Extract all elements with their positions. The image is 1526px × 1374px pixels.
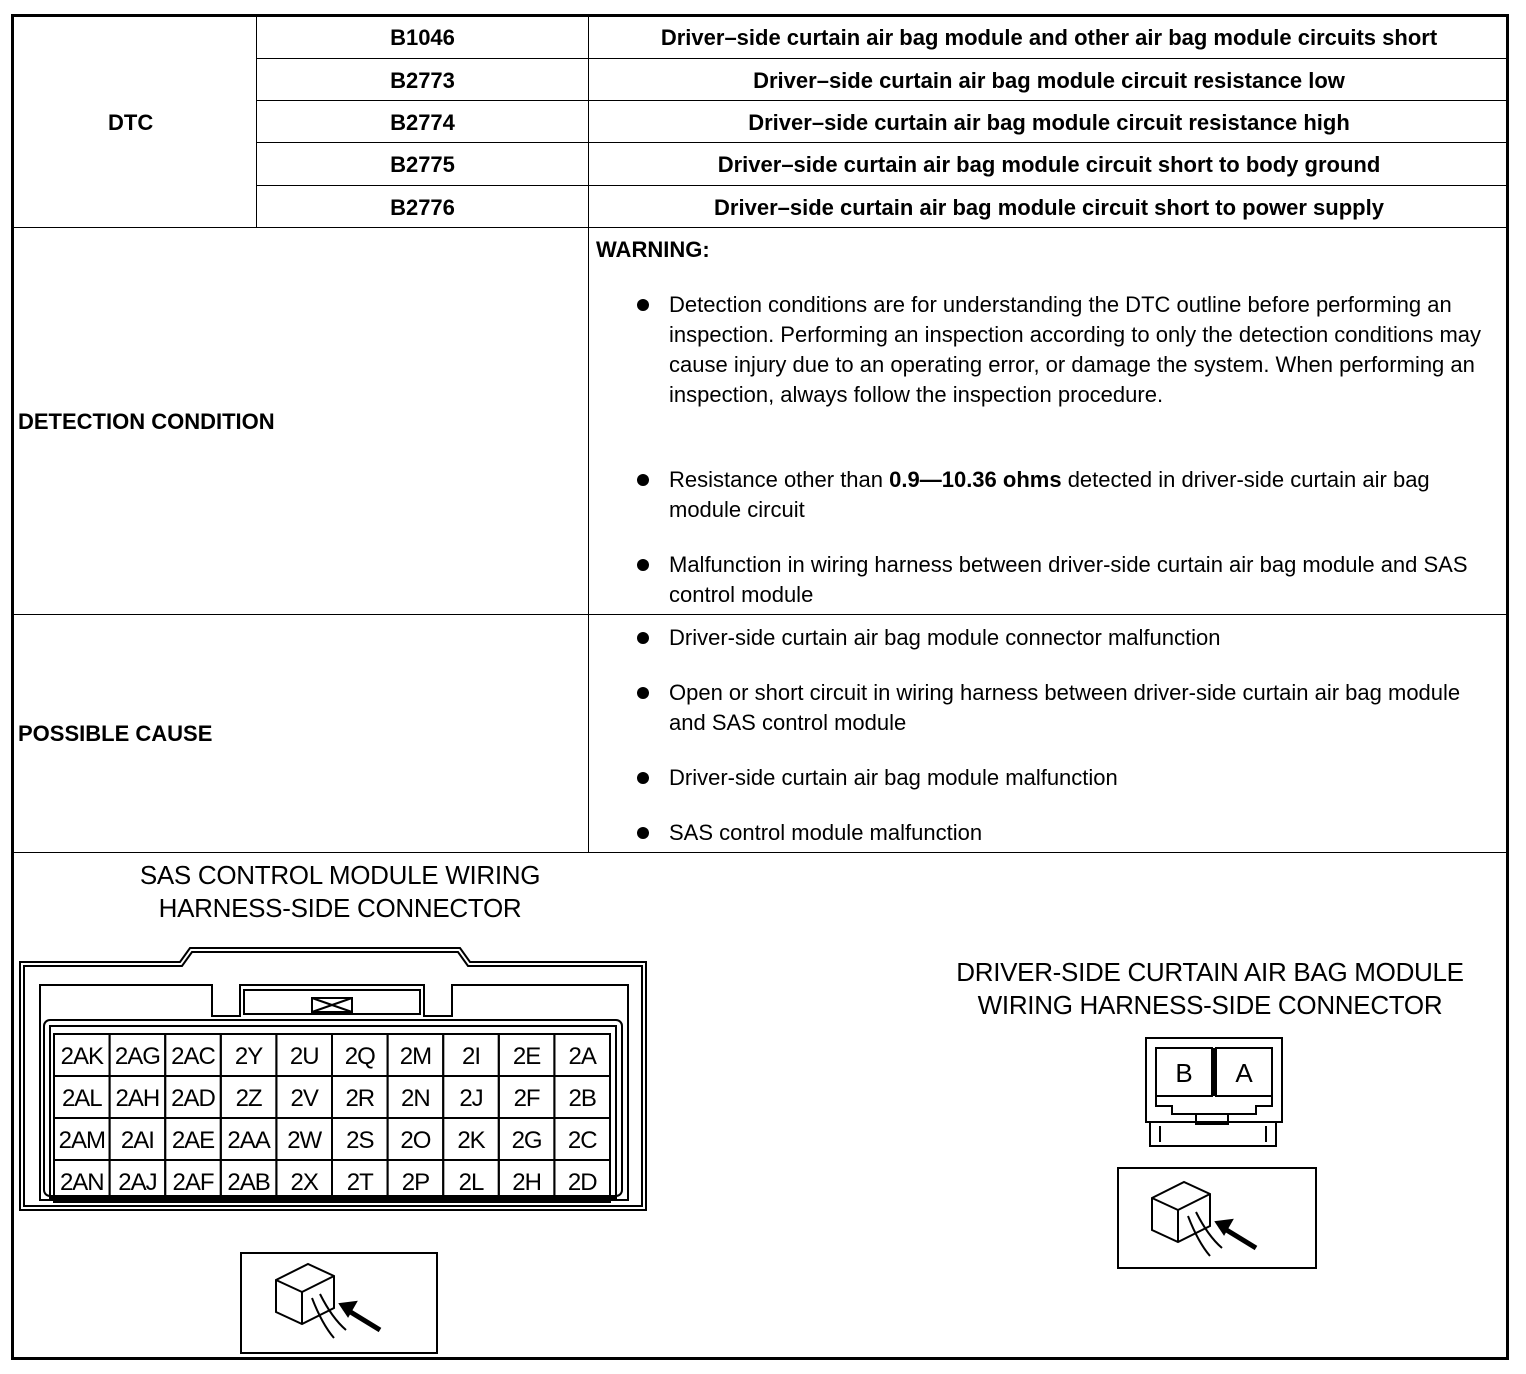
dtc-description: Driver–side curtain air bag module circuit short to body ground [717, 152, 1381, 177]
pin-label: 2L [458, 1169, 484, 1196]
pin-label: 2AM [58, 1127, 105, 1154]
harness-condition: Malfunction in wiring harness between driver-side curtain air bag module and SAS control module [669, 552, 1468, 607]
pin-label: 2M [399, 1043, 432, 1070]
pin-label: 2H [512, 1169, 541, 1196]
pin-label: 2AD [171, 1085, 215, 1112]
pin-label: 2J [459, 1085, 483, 1112]
view-indicator-frame [1118, 1168, 1316, 1268]
pin-label: 2I [461, 1043, 481, 1070]
pin-label: 2V [290, 1085, 318, 1112]
possible-cause-label: POSSIBLE CAUSE [18, 721, 213, 746]
cause-item: Open or short circuit in wiring harness between driver-side curtain air bag module and SAS control module [669, 680, 1461, 735]
pin-label: 2AH [115, 1085, 160, 1112]
pin-label: 2P [401, 1169, 430, 1196]
pin-label: 2AA [227, 1127, 270, 1154]
pin-label: 2AN [59, 1169, 104, 1196]
connector-view-icon [276, 1264, 380, 1338]
pin-label: 2C [567, 1127, 597, 1154]
warning-text: Detection conditions are for understanding the DTC outline before performing an inspection. Performing an inspection according to only the detection conditions may cause injury due to an operating error, or damage the system. When performing an inspection, always follow the inspection procedure. [669, 292, 1482, 407]
pin-label: 2AC [171, 1043, 215, 1070]
dtc-description: Driver–side curtain air bag module circuit short to power supply [714, 195, 1384, 220]
pin-label: 2D [567, 1169, 597, 1196]
pin-label: 2E [512, 1043, 541, 1070]
cause-item: Driver-side curtain air bag module connector malfunction [669, 625, 1221, 650]
connector-view-icon [1152, 1182, 1256, 1256]
pin-label: 2AE [171, 1127, 215, 1154]
pin-label: 2AJ [118, 1169, 157, 1196]
warning-label: WARNING: [596, 237, 710, 262]
cause-item: Driver-side curtain air bag module malfunction [669, 765, 1118, 790]
pin-label: 2F [513, 1085, 540, 1112]
pin-label: 2Y [234, 1043, 263, 1070]
pin-label: 2T [346, 1169, 373, 1196]
list-item [637, 290, 1497, 440]
dtc-code: B2775 [390, 152, 455, 177]
pin-label: 2AF [172, 1169, 214, 1196]
pin-label: 2AI [120, 1127, 154, 1154]
detection-condition-label: DETECTION CONDITION [18, 409, 275, 434]
sas-connector-diagram [0, 0, 700, 1374]
dtc-description: Driver–side curtain air bag module and other air bag module circuits short [660, 25, 1438, 50]
list-item [637, 465, 1497, 525]
resistance-condition: Resistance other than 0.9—10.36 ohms detected in driver-side curtain air bag module circuit [669, 467, 1430, 522]
pin-label: 2X [290, 1169, 318, 1196]
airbag-connector-diagram [1100, 1030, 1360, 1290]
pin-label: 2U [289, 1043, 319, 1070]
dtc-code: B2774 [390, 110, 455, 135]
pin-label: 2B [568, 1085, 596, 1112]
pin-label: 2AB [227, 1169, 270, 1196]
pin-label: 2Z [235, 1085, 262, 1112]
pin-label: 2W [287, 1127, 322, 1154]
pin-label: A [1235, 1058, 1253, 1088]
pin-label: 2A [568, 1043, 596, 1070]
sas-view-indicator [240, 1252, 440, 1356]
dtc-label: DTC [108, 110, 154, 135]
pin-label: 2Q [344, 1043, 375, 1070]
pin-label: B [1175, 1058, 1193, 1088]
pin-label: 2AG [114, 1043, 160, 1070]
pin-label: 2S [346, 1127, 374, 1154]
pin-label: 2N [401, 1085, 430, 1112]
resistance-value: 0.9—10.36 ohms [889, 467, 1062, 492]
pin-label: 2AL [61, 1085, 102, 1112]
pin-label: 2AK [60, 1043, 103, 1070]
airbag-connector-title: DRIVER-SIDE CURTAIN AIR BAG MODULE WIRING HARNESS-SIDE CONNECTOR [956, 957, 1464, 1020]
list-item [637, 550, 1497, 610]
dtc-code: B1046 [390, 25, 455, 50]
cause-item: SAS control module malfunction [669, 820, 983, 845]
dtc-code: B2773 [390, 68, 455, 93]
pin-label: 2O [400, 1127, 431, 1154]
dtc-description: Driver–side curtain air bag module circuit resistance low [753, 68, 1345, 93]
dtc-description: Driver–side curtain air bag module circuit resistance high [748, 110, 1350, 135]
pin-label: 2R [345, 1085, 375, 1112]
sas-connector-title: SAS CONTROL MODULE WIRING HARNESS-SIDE CONNECTOR [139, 860, 541, 923]
pin-label: 2K [457, 1127, 485, 1154]
pin-label: 2G [511, 1127, 542, 1154]
dtc-code: B2776 [390, 195, 455, 220]
